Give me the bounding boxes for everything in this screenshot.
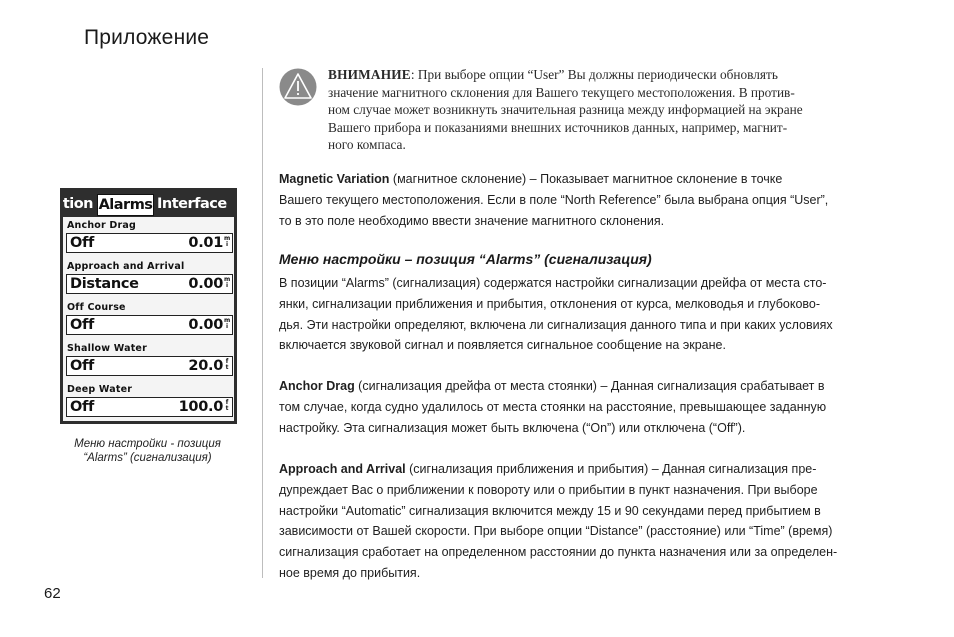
anchor-drag-field[interactable]	[66, 233, 233, 253]
magnetic-variation-paragraph	[279, 169, 884, 231]
paragraph-line: (магнитное склонение) – Показывает магнитное склонение в точке	[389, 172, 783, 186]
approach-arrival-value: Distance	[70, 276, 139, 292]
approach-arrival-paragraph	[279, 459, 884, 584]
paragraph-line: (сигнализация приближения и прибытия) – Данная сигнализация пре-	[405, 462, 817, 476]
warning-line: : При выборе опции “User” Вы должны периодически обновлять	[410, 67, 778, 82]
caption-line: “Alarms” (сигнализация)	[83, 452, 212, 464]
paragraph-line: ное время до прибытия.	[279, 565, 421, 580]
paragraph-line: Вашего текущего местоположения. Если в поле “North Reference” была выбрана опция “User”,	[279, 192, 829, 207]
unit-label: f t	[225, 358, 229, 371]
shallow-water-label: Shallow Water	[67, 343, 147, 354]
approach-arrival-field[interactable]	[66, 274, 233, 294]
warning-note	[328, 66, 888, 154]
paragraph-line: то в это поле необходимо ввести значение магнитного склонения.	[279, 213, 665, 228]
tab-interface[interactable]: Interface	[157, 196, 227, 212]
warning-line: ном случае может возникнуть значительная разница между информацией на экране	[328, 102, 803, 118]
approach-arrival-label: Approach and Arrival	[67, 261, 185, 272]
caption-line: Меню настройки - позиция	[74, 438, 221, 450]
paragraph-line: янки, сигнализации приближения и прибытия, отклонения от курса, мелководья и глубоково-	[279, 296, 821, 311]
figure-caption	[60, 437, 235, 465]
alarms-settings-panel	[63, 217, 234, 421]
shallow-water-depth: 20.0	[188, 358, 223, 374]
anchor-drag-label: Anchor Drag	[67, 220, 137, 231]
approach-arrival-term: Approach and Arrival	[279, 462, 406, 476]
warning-line: Вашего прибора и показаниями внешних источников данных, например, магнит-	[328, 119, 788, 135]
approach-arrival-distance: 0.00	[188, 276, 223, 292]
off-course-label: Off Course	[67, 302, 126, 313]
deep-water-value: Off	[70, 399, 95, 415]
paragraph-line: включается звуковой сигнал и появляется сигнальное сообщение на экране.	[279, 338, 726, 353]
warning-lead: ВНИМАНИЕ	[328, 67, 411, 82]
off-course-distance: 0.00	[188, 317, 223, 333]
page-number: 62	[44, 585, 61, 602]
unit-label: m i	[224, 276, 231, 289]
unit-label: m i	[224, 235, 231, 248]
alarms-intro-paragraph	[279, 273, 884, 356]
off-course-value: Off	[70, 317, 95, 333]
anchor-drag-distance: 0.01	[188, 235, 223, 251]
off-course-field[interactable]	[66, 315, 233, 335]
anchor-drag-paragraph	[279, 376, 884, 438]
paragraph-line: (сигнализация дрейфа от места стоянки) – Данная сигнализация срабатывает в	[354, 379, 825, 393]
unit-label: m i	[224, 317, 231, 330]
warning-line: значение магнитного склонения для Вашего текущего местоположения. В против-	[328, 84, 795, 100]
shallow-water-field[interactable]	[66, 356, 233, 376]
section-title: Приложение	[84, 26, 210, 49]
deep-water-field[interactable]	[66, 397, 233, 417]
tab-location-partial[interactable]: tion	[62, 196, 93, 212]
alarms-section-heading: Меню настройки – позиция “Alarms” (сигнализация)	[279, 251, 652, 267]
column-divider	[262, 68, 263, 578]
tab-alarms[interactable]: Alarms	[97, 194, 154, 216]
paragraph-line: дупреждает Вас о приближении к повороту или о прибытии в пункт назначения. При выборе	[279, 482, 818, 497]
paragraph-line: зависимости от Вашей скорости. При выборе опции “Distance” (расстояние) или “Time” (время)	[279, 524, 833, 539]
shallow-water-value: Off	[70, 358, 95, 374]
device-tab-bar	[61, 189, 236, 217]
device-screen	[60, 188, 237, 424]
warning-line: ного компаса.	[328, 137, 406, 153]
paragraph-line: том случае, когда судно удалилось от места стоянки на расстояние, превышающее заданную	[279, 399, 827, 414]
paragraph-line: дья. Эти настройки определяют, включена ли сигнализация данного типа и при каких условиях	[279, 317, 833, 332]
paragraph-line: сигнализация сработает на определенном расстоянии до пункта назначения или за определен-	[279, 545, 838, 560]
magnetic-variation-term: Magnetic Variation	[279, 172, 390, 186]
anchor-drag-value: Off	[70, 235, 95, 251]
unit-label: f t	[225, 399, 229, 412]
deep-water-depth: 100.0	[178, 399, 223, 415]
paragraph-line: настройку. Эта сигнализация может быть включена (“On”) или отключена (“Off”).	[279, 420, 746, 435]
paragraph-line: В позиции “Alarms” (сигнализация) содержатся настройки сигнализации дрейфа от места сто-	[279, 276, 827, 290]
paragraph-line: настройки “Automatic” сигнализация включится между 15 и 90 секундами перед прибытием в	[279, 503, 821, 518]
deep-water-label: Deep Water	[67, 384, 133, 395]
warning-triangle-icon	[277, 68, 319, 106]
anchor-drag-term: Anchor Drag	[279, 379, 355, 393]
